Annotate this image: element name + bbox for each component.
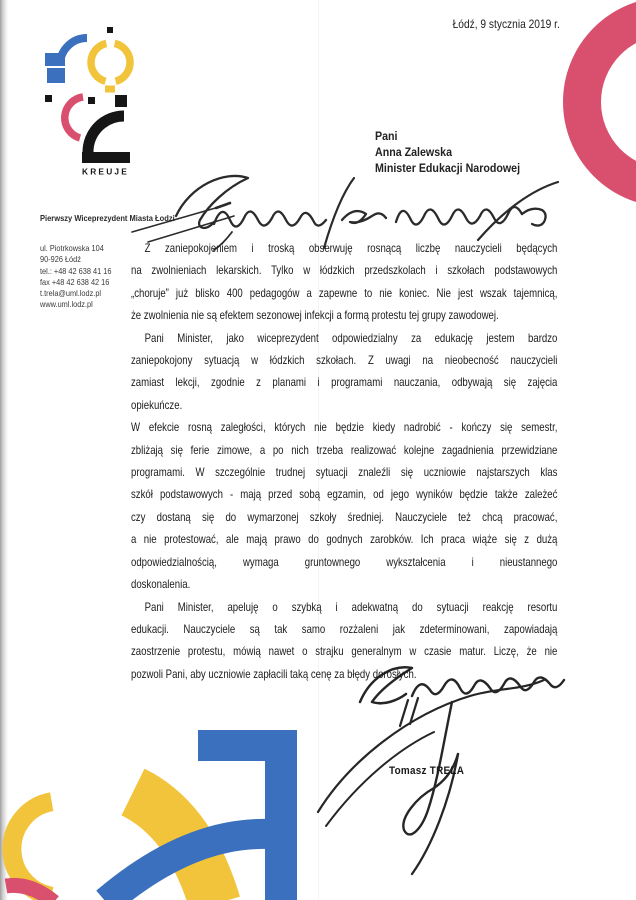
- logo-letter-l-slash: [45, 53, 65, 66]
- logo-caption: KREUJE: [82, 167, 129, 177]
- body-line: zamiast lekcji, zgodnie z planami i programami nauczania, odbywają się zajęcia: [131, 375, 558, 390]
- body-line: Z zaniepokojeniem i troską obserwuję rosnącą liczbę nauczycieli będących: [144, 241, 558, 255]
- body-line: a nie protestować, ale mają prawo do godnych zarobków. Ich praca wiąże się z dużą: [131, 532, 558, 547]
- body-line: Pani Minister, apeluję o szybką i adekwatną do sytuacji reakcję resortu: [144, 599, 558, 614]
- body-line: zbliżają się ferie zimowe, a po nich trzeba realizować kolejne zagadnienia przewidziane: [131, 442, 558, 457]
- body-line: doskonalenia.: [131, 577, 191, 592]
- logo-letter-z-arc: [88, 116, 124, 152]
- address-line: ul. Piotrkowska 104: [40, 244, 104, 253]
- body-line: odpowiedzialnością, wymaga gruntownego wykształcenia i nieustannego: [131, 554, 558, 569]
- recipient-line: Pani: [375, 129, 398, 143]
- lodz-kreuje-logo-icon: [36, 23, 136, 178]
- body-line: czy dostaną się do wymarzonej szkoły średniej. Nauczyciele też chcą pracować,: [131, 509, 558, 524]
- decor-blue-vertical-bar: [265, 730, 297, 900]
- recipient-line: Minister Edukacji Narodowej: [375, 161, 521, 176]
- address-line: fax +48 42 638 42 16: [40, 277, 110, 287]
- letterhead-address: [40, 243, 111, 311]
- signer-typed-name: Tomasz TRELA: [389, 765, 465, 777]
- body-line: zaostrzenie protestu, mówią nawet o strajku generalnym w czasie matur. Liczę, że nie: [131, 644, 558, 659]
- address-line: 90-926 Łódź: [40, 255, 81, 265]
- logo-letter-o-arc-left: [91, 43, 106, 81]
- address-line: t.trela@uml.lodz.pl: [40, 289, 102, 299]
- date-line: Łódź, 9 stycznia 2019 r.: [452, 18, 560, 31]
- logo-dot-middle: [88, 97, 95, 104]
- address-line: www.uml.lodz.pl: [40, 300, 93, 310]
- body-line: „choruje” już blisko 400 pedagogów a zapewne to nie koniec. Nie jest wszak tajemnicą,: [131, 285, 558, 300]
- body-line: zaniepokojony sytuacją w łódzkich szkołach. Z uwagi na nieobecność nauczycieli: [131, 353, 558, 368]
- bottom-left-decoration: [0, 700, 312, 900]
- body-line: edukacji. Nauczyciele są tak samo rozżaleni jak zdeterminowani, zapowiadają: [131, 621, 558, 636]
- body-line: szkół podstawowych - mają przed sobą egzamin, od jego wyników będzie także zależeć: [131, 487, 558, 502]
- red-ring-decoration: [563, 0, 636, 207]
- logo-letter-z-tab: [115, 95, 127, 107]
- address-line: tel.: +48 42 638 41 16: [40, 266, 112, 276]
- body-line: że zwolnienia nie są efektem sezonowej infekcji a formą protestu tej grupy zawodowej.: [131, 308, 499, 323]
- logo-letter-l-stem: [47, 68, 65, 83]
- logo-letter-o-arc-right: [115, 43, 130, 81]
- recipient-line: Anna Zalewska: [375, 145, 452, 160]
- logo-letter-d-arc: [65, 97, 83, 138]
- body-line: W efekcie rosną zaległości, których nie będzie kiedy nadrobić - kończy się semestr,: [131, 420, 558, 435]
- body-line: programami. W szczególnie trudnej sytuacji znaleźli się uczniowie najstarszych klas: [131, 465, 558, 480]
- logo-dot-left: [45, 95, 52, 102]
- body-line: opiekuńcze.: [131, 397, 183, 412]
- body-line: Pani Minister, jako wiceprezydent odpowiedzialny za edukację jestem bardzo: [144, 330, 558, 345]
- office-title: Pierwszy Wiceprezydent Miasta Łodzi: [40, 214, 175, 223]
- letter-body: [131, 237, 557, 685]
- logo-letter-o-tab: [105, 86, 115, 93]
- body-line: na zwolnieniach lekarskich. Tylko w łódzkich przedszkolach i szkołach podstawowych: [131, 263, 558, 278]
- logo-letter-z-bar: [82, 152, 130, 163]
- logo-accent-dot: [107, 27, 113, 33]
- body-line: pozwoli Pani, aby uczniowie zapłacili taką cenę za błędy dorosłych.: [131, 666, 417, 681]
